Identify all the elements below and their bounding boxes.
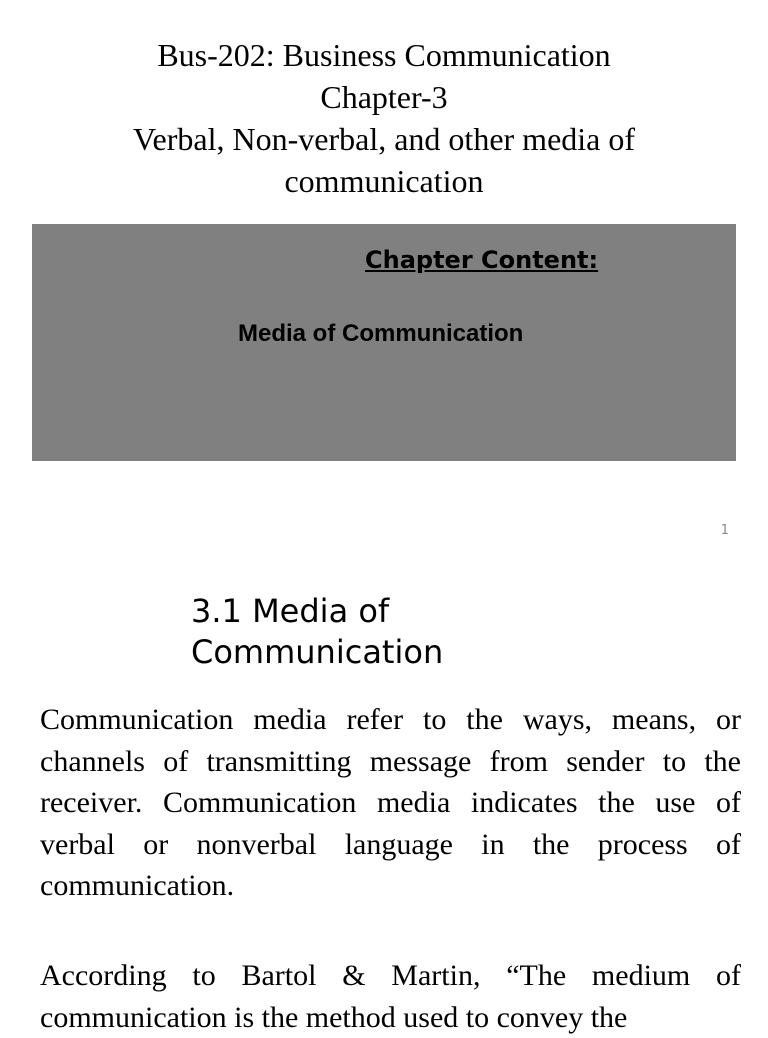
page-number: 1	[720, 523, 729, 538]
slide-title	[0, 34, 768, 202]
section-title: 3.1 Media of Communication	[191, 592, 444, 671]
paragraph-definition: Communication media refer to the ways, means, or channels of transmitting message from sender to the receiver. Communication media indicates the use of verbal or nonverbal language in the process of communication.	[40, 703, 741, 902]
title-line-topic-cont: communication	[284, 163, 484, 199]
chapter-content-heading: Chapter Content:	[365, 246, 599, 274]
paragraph-quote: According to Bartol & Martin, “The medium of communication is the method used to convey the	[40, 959, 741, 1034]
chapter-content-item: Media of Communication	[238, 320, 524, 347]
title-line-chapter: Chapter-3	[320, 79, 448, 115]
title-line-topic: Verbal, Non-verbal, and other media of	[132, 121, 636, 157]
title-line-course: Bus-202: Business Communication	[157, 37, 611, 73]
chapter-content-box	[32, 224, 736, 461]
